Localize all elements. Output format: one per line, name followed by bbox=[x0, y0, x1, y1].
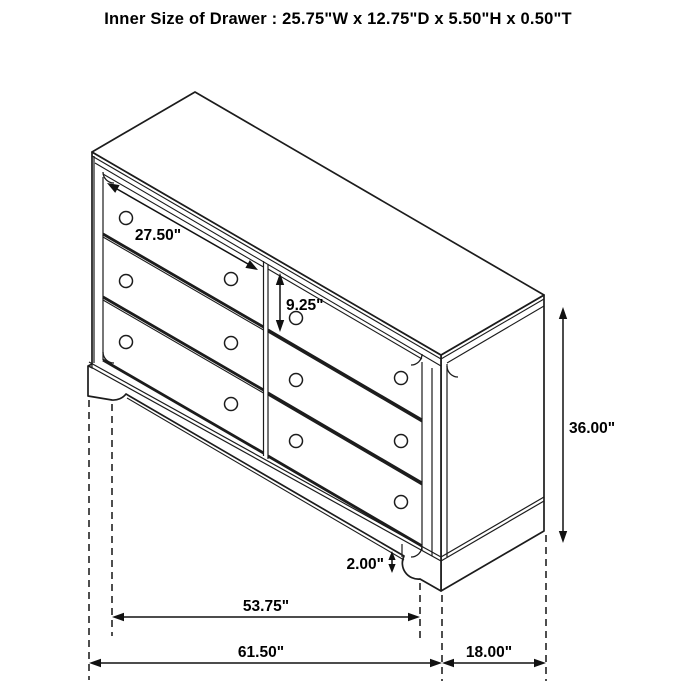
dimension-label-overall-depth: 18.00" bbox=[465, 644, 513, 661]
dim-overall-width bbox=[89, 644, 442, 667]
dimension-label-base-clearance: 2.00" bbox=[346, 556, 384, 573]
dim-foot-span bbox=[112, 598, 420, 621]
dimension-label-foot-span: 53.75" bbox=[242, 598, 290, 615]
arrowhead bbox=[534, 659, 546, 667]
dim-overall-depth bbox=[442, 644, 546, 667]
knob bbox=[120, 336, 133, 349]
knob bbox=[290, 435, 303, 448]
dimension-label-drawer-height: 9.25" bbox=[286, 297, 324, 314]
knob bbox=[395, 372, 408, 385]
knob bbox=[395, 496, 408, 509]
knob bbox=[120, 275, 133, 288]
knob bbox=[290, 374, 303, 387]
knob bbox=[225, 398, 238, 411]
arrowhead bbox=[430, 659, 442, 667]
knob bbox=[395, 435, 408, 448]
knob bbox=[225, 273, 238, 286]
page-title: Inner Size of Drawer : 25.75"W x 12.75"D x 5.50"H x 0.50"T bbox=[104, 10, 572, 28]
cabinet-body bbox=[88, 92, 544, 591]
arrowhead bbox=[388, 551, 395, 560]
knob bbox=[120, 212, 133, 225]
arrowhead bbox=[388, 564, 395, 573]
arrowhead bbox=[559, 307, 567, 319]
dimension-label-drawer-width: 27.50" bbox=[134, 227, 182, 244]
arrowhead bbox=[112, 613, 124, 621]
arrowhead bbox=[442, 659, 454, 667]
arrowhead bbox=[559, 531, 567, 543]
dim-base-clearance bbox=[346, 551, 395, 573]
dim-overall-height bbox=[559, 307, 615, 543]
dimension-label-overall-width: 61.50" bbox=[237, 644, 285, 661]
arrowhead bbox=[408, 613, 420, 621]
arrowhead bbox=[89, 659, 101, 667]
dimension-label-overall-height: 36.00" bbox=[569, 420, 616, 437]
knob bbox=[225, 337, 238, 350]
